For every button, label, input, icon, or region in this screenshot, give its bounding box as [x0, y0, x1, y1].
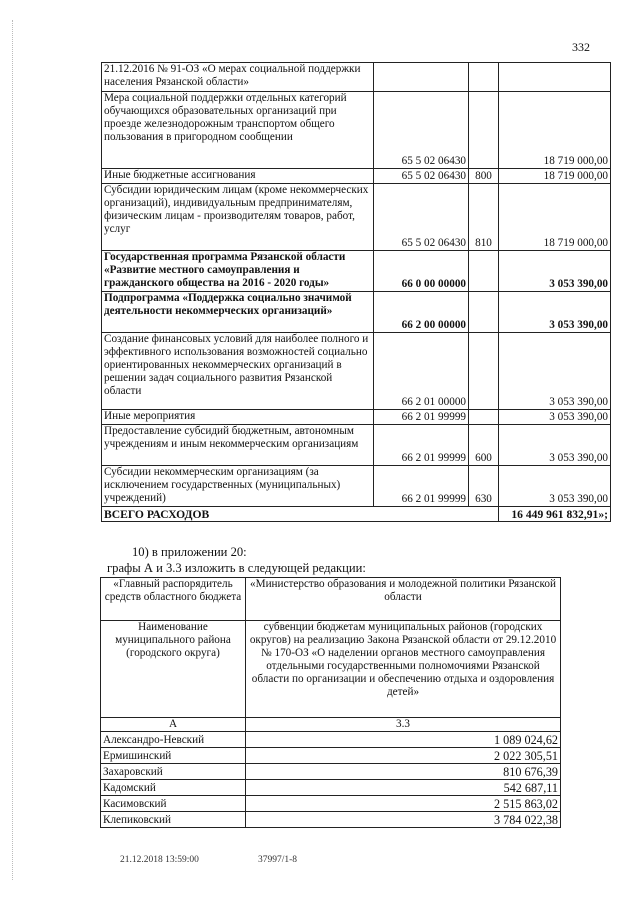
budget-row-amount: 3 053 390,00 — [499, 292, 611, 333]
budget-row-classification-code: 65 5 02 06430 — [374, 92, 469, 169]
header-cell-distributor-label: «Главный распорядитель средств областного бюджета — [101, 578, 246, 621]
district-row — [101, 796, 561, 812]
subvention-header-row-1 — [101, 578, 561, 621]
budget-row — [102, 410, 611, 425]
footer-timestamp: 21.12.2018 13:59:00 — [120, 855, 199, 865]
footer-document-code: 37997/1-8 — [258, 855, 298, 865]
budget-row-description: 21.12.2016 № 91-ОЗ «О мерах социальной поддержки населения Рязанской области» — [102, 63, 374, 92]
district-subvention-amount: 1 089 024,62 — [246, 732, 561, 748]
budget-row-description: Субсидии некоммерческим организациям (за исключением государственных (муниципальных) учреждений) — [102, 466, 374, 507]
left-margin-dots — [12, 20, 14, 880]
budget-row-amount: 18 719 000,00 — [499, 169, 611, 184]
budget-row-classification-code: 66 2 01 99999 — [374, 466, 469, 507]
district-subvention-amount: 542 687,11 — [246, 780, 561, 796]
budget-row-description: Государственная программа Рязанской области «Развитие местного самоуправления и гражданского общества на 2016 - 2020 годы» — [102, 251, 374, 292]
column-index-a: А — [101, 718, 246, 732]
budget-row — [102, 425, 611, 466]
header-cell-subvention-description: субвенции бюджетам муниципальных районов (городских округов) на реализацию Закона Рязанской области от 29.12.2010 № 170-ОЗ «О наделении органов местного самоуправления отдельными государственными полномочиями Рязанской области по организации и обеспечению отдыха и оздоровления детей» — [246, 621, 561, 718]
budget-row-amount: 3 053 390,00 — [499, 425, 611, 466]
subvention-column-index-row — [101, 718, 561, 732]
budget-row-classification-code: 66 0 00 00000 — [374, 251, 469, 292]
district-row — [101, 732, 561, 748]
page-number: 332 — [572, 40, 590, 54]
budget-row-amount: 18 719 000,00 — [499, 184, 611, 251]
budget-expenses-table — [101, 62, 611, 522]
district-subvention-amount: 810 676,39 — [246, 764, 561, 780]
budget-row — [102, 251, 611, 292]
budget-row-classification-code: 65 5 02 06430 — [374, 169, 469, 184]
budget-row-amount: 18 719 000,00 — [499, 92, 611, 169]
paragraph-graphs-instruction: графы А и 3.3 изложить в следующей редакции: — [107, 561, 366, 575]
budget-row-amount: 3 053 390,00 — [499, 333, 611, 410]
budget-row-classification-code: 66 2 01 00000 — [374, 333, 469, 410]
district-name: Захаровский — [101, 764, 246, 780]
district-name: Ермишинский — [101, 748, 246, 764]
budget-row-expense-type — [469, 333, 499, 410]
budget-row-amount: 3 053 390,00 — [499, 251, 611, 292]
budget-row-expense-type — [469, 63, 499, 92]
budget-row — [102, 184, 611, 251]
budget-row-classification-code: 66 2 00 00000 — [374, 292, 469, 333]
district-name: Касимовский — [101, 796, 246, 812]
budget-row-classification-code: 66 2 01 99999 — [374, 410, 469, 425]
budget-row-classification-code: 66 2 01 99999 — [374, 425, 469, 466]
budget-row-expense-type: 630 — [469, 466, 499, 507]
budget-row — [102, 292, 611, 333]
budget-row — [102, 92, 611, 169]
budget-row — [102, 333, 611, 410]
budget-row-expense-type: 800 — [469, 169, 499, 184]
budget-row-description: Создание финансовых условий для наиболее полного и эффективного использования возможностей социально ориентированных некоммерческих организаций в решении задач социального развития Рязанской области — [102, 333, 374, 410]
budget-row-description: Мера социальной поддержки отдельных категорий обучающихся образовательных организаций при проезде железнодорожным транспортом общего пользования в пригородном сообщении — [102, 92, 374, 169]
budget-row-expense-type — [469, 292, 499, 333]
district-name: Клепиковский — [101, 812, 246, 828]
budget-row — [102, 466, 611, 507]
budget-row-expense-type: 810 — [469, 184, 499, 251]
budget-row-description: Иные мероприятия — [102, 410, 374, 425]
total-amount: 16 449 961 832,91»; — [499, 507, 611, 522]
subvention-header-row-2 — [101, 621, 561, 718]
budget-row-expense-type — [469, 251, 499, 292]
budget-row — [102, 169, 611, 184]
budget-row-classification-code: 65 5 02 06430 — [374, 184, 469, 251]
district-row — [101, 748, 561, 764]
paragraph-10: 10) в приложении 20: — [132, 545, 247, 559]
budget-row-classification-code — [374, 63, 469, 92]
budget-row-amount — [499, 63, 611, 92]
district-subvention-amount: 2 022 305,51 — [246, 748, 561, 764]
budget-row-expense-type — [469, 92, 499, 169]
district-name: Александро-Невский — [101, 732, 246, 748]
district-name: Кадомский — [101, 780, 246, 796]
district-subvention-amount: 3 784 022,38 — [246, 812, 561, 828]
budget-row-description: Предоставление субсидий бюджетным, автономным учреждениям и иным некоммерческим организациям — [102, 425, 374, 466]
header-cell-municipality-label: Наименование муниципального района (городского округа) — [101, 621, 246, 718]
district-row — [101, 812, 561, 828]
total-label: ВСЕГО РАСХОДОВ — [102, 507, 499, 522]
budget-row-description: Иные бюджетные ассигнования — [102, 169, 374, 184]
budget-row-expense-type: 600 — [469, 425, 499, 466]
budget-row-description: Подпрограмма «Поддержка социально значимой деятельности некоммерческих организаций» — [102, 292, 374, 333]
header-cell-ministry: «Министерство образования и молодежной политики Рязанской области — [246, 578, 561, 621]
budget-row-expense-type — [469, 410, 499, 425]
subvention-table — [100, 577, 561, 828]
district-row — [101, 780, 561, 796]
budget-row — [102, 63, 611, 92]
district-row — [101, 764, 561, 780]
district-subvention-amount: 2 515 863,02 — [246, 796, 561, 812]
budget-row-amount: 3 053 390,00 — [499, 466, 611, 507]
budget-total-row — [102, 507, 611, 522]
budget-row-description: Субсидии юридическим лицам (кроме некоммерческих организаций), индивидуальным предпринимателям, физическим лицам - производителям товаров, работ, услуг — [102, 184, 374, 251]
column-index-3-3: 3.3 — [246, 718, 561, 732]
budget-row-amount: 3 053 390,00 — [499, 410, 611, 425]
